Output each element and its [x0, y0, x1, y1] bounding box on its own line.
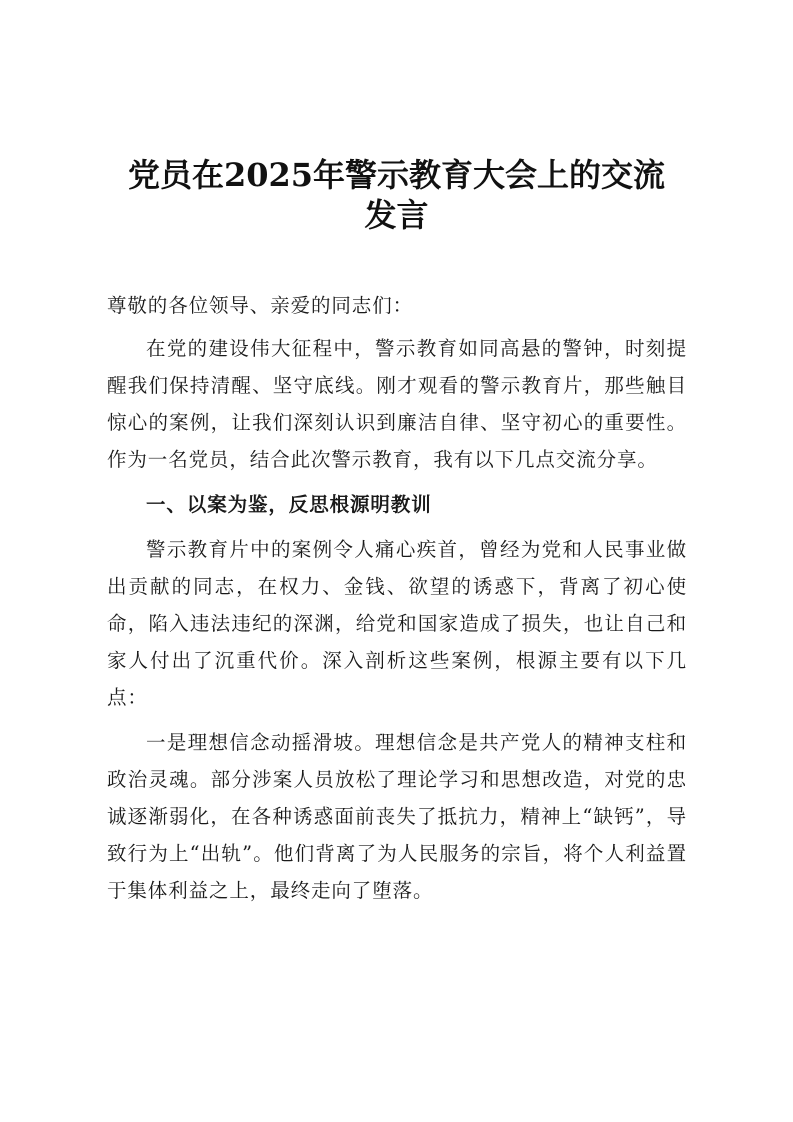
- section-1-paragraph: 警示教育片中的案例令人痛心疾首，曾经为党和人民事业做出贡献的同志，在权力、金钱、欲望的诱惑下，背离了初心使命，陷入违法违纪的深渊，给党和国家造成了损失，也让自己和家人付出了沉重代价。深入剖析这些案例，根源主要有以下几点：: [107, 538, 687, 709]
- title-line-1: 党员在2025年警示教育大会上的交流: [127, 156, 666, 194]
- section-heading-1: 一、以案为鉴，反思根源明教训: [146, 493, 432, 516]
- salutation: 尊敬的各位领导、亲爱的同志们：: [107, 294, 414, 317]
- document-title: [100, 155, 693, 235]
- document-body: [107, 287, 687, 909]
- title-line-2: 发言: [364, 196, 429, 234]
- intro-paragraph: 在党的建设伟大征程中，警示教育如同高悬的警钟，时刻提醒我们保持清醒、坚守底线。刚才观看的警示教育片，那些触目惊心的案例，让我们深刻认识到廉洁自律、坚守初心的重要性。作为一名党员，结合此次警示教育，我有以下几点交流分享。: [107, 337, 687, 471]
- point-1-paragraph: 一是理想信念动摇滑坡。理想信念是共产党人的精神支柱和政治灵魂。部分涉案人员放松了理论学习和思想改造，对党的忠诚逐渐弱化，在各种诱惑面前丧失了抵抗力，精神上“缺钙”，导致行为上“出轨”。他们背离了为人民服务的宗旨，将个人利益置于集体利益之上，最终走向了堕落。: [107, 731, 687, 902]
